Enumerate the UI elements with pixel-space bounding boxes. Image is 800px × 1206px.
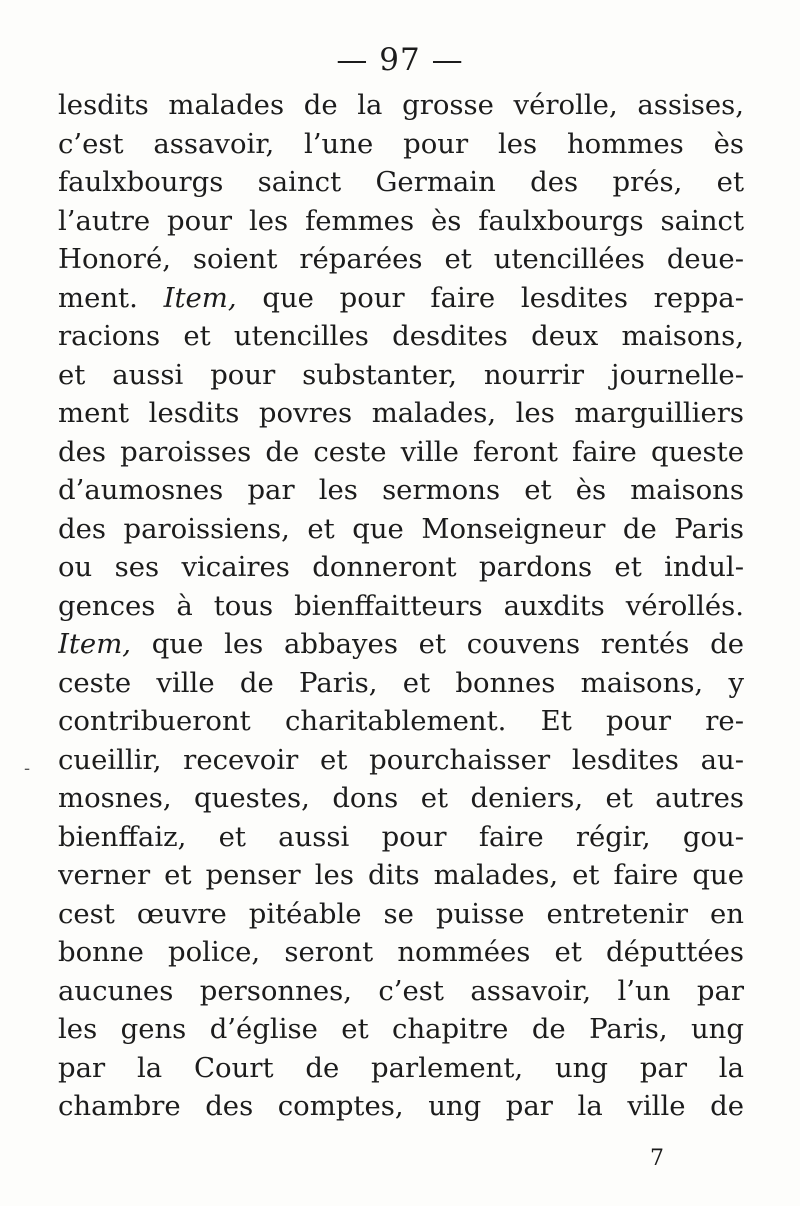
text-segment: ou ses vicaires donneront pardons et indul- <box>58 551 744 583</box>
text-segment: l’autre pour les femmes ès faulxbourgs sainct <box>58 204 744 237</box>
text-line <box>58 664 744 703</box>
text-line <box>58 895 744 934</box>
text-line <box>58 972 744 1011</box>
text-line <box>58 818 744 857</box>
text-line <box>58 86 744 125</box>
page-number: — 97 — <box>336 42 464 78</box>
text-line <box>58 587 744 626</box>
text-line <box>58 510 744 549</box>
text-line <box>58 279 744 318</box>
text-segment: faulxbourgs sainct Germain des prés, et <box>58 166 744 198</box>
text-segment: mosnes, questes, dons et deniers, et autres <box>58 782 744 814</box>
text-segment: gences à tous bienffaitteurs auxdits vérollés. <box>58 589 744 622</box>
text-segment: par la Court de parlement, ung par la <box>58 1051 744 1084</box>
text-line <box>58 356 744 395</box>
text-line <box>58 625 744 664</box>
text-line <box>58 702 744 741</box>
text-segment: c’est assavoir, l’une pour les hommes ès <box>58 127 744 160</box>
text-segment: verner et penser les dits malades, et faire que <box>58 859 744 891</box>
text-line <box>58 433 744 472</box>
text-line <box>58 471 744 510</box>
text-line <box>58 933 744 972</box>
text-line <box>58 202 744 241</box>
text-segment: Honoré, soient réparées et utencillées deue- <box>58 243 744 275</box>
text-segment: cueillir, recevoir et pourchaisser lesdites au- <box>58 743 744 776</box>
text-segment: aucunes personnes, c’est assavoir, l’un par <box>58 974 744 1007</box>
text-line <box>58 856 744 895</box>
text-segment: ment. <box>58 281 164 314</box>
text-segment: des paroisses de ceste ville feront faire queste <box>58 435 744 468</box>
signature-mark: 7 <box>650 1146 664 1171</box>
italic-word: Item, <box>58 628 132 660</box>
text-segment: racions et utencilles desdites deux maisons, <box>58 320 744 352</box>
text-segment: contribueront charitablement. Et pour re- <box>58 705 744 737</box>
body-text <box>58 86 744 1126</box>
text-segment: chambre des comptes, ung par la ville de <box>58 1090 744 1122</box>
text-line <box>58 1010 744 1049</box>
text-segment: des paroissiens, et que Monseigneur de Paris <box>58 512 744 545</box>
text-line <box>58 240 744 279</box>
text-line <box>58 125 744 164</box>
text-segment: bonne police, seront nommées et députtées <box>58 936 744 968</box>
text-segment: les gens d’église et chapitre de Paris, ung <box>58 1013 744 1045</box>
text-segment: cest œuvre pitéable se puisse entretenir en <box>58 897 744 930</box>
text-segment: ment lesdits povres malades, les marguilliers <box>58 397 744 429</box>
text-line <box>58 394 744 433</box>
text-line <box>58 317 744 356</box>
italic-word: Item, <box>163 281 237 314</box>
text-segment: ceste ville de Paris, et bonnes maisons, y <box>58 666 744 699</box>
text-line <box>58 1087 744 1126</box>
text-segment: bienffaiz, et aussi pour faire régir, gou- <box>58 820 744 853</box>
text-segment: que pour faire lesdites reppa- <box>236 281 744 314</box>
text-segment: lesdits malades de la grosse vérolle, assises, <box>58 89 744 121</box>
text-segment: et aussi pour substanter, nourrir journelle- <box>58 358 744 391</box>
text-line <box>58 1049 744 1088</box>
text-line <box>58 548 744 587</box>
text-segment: d’aumosnes par les sermons et ès maisons <box>58 474 744 506</box>
text-line <box>58 779 744 818</box>
text-segment: que les abbayes et couvens rentés de <box>131 628 744 660</box>
text-line <box>58 163 744 202</box>
margin-mark: - <box>24 758 31 779</box>
text-line <box>58 741 744 780</box>
